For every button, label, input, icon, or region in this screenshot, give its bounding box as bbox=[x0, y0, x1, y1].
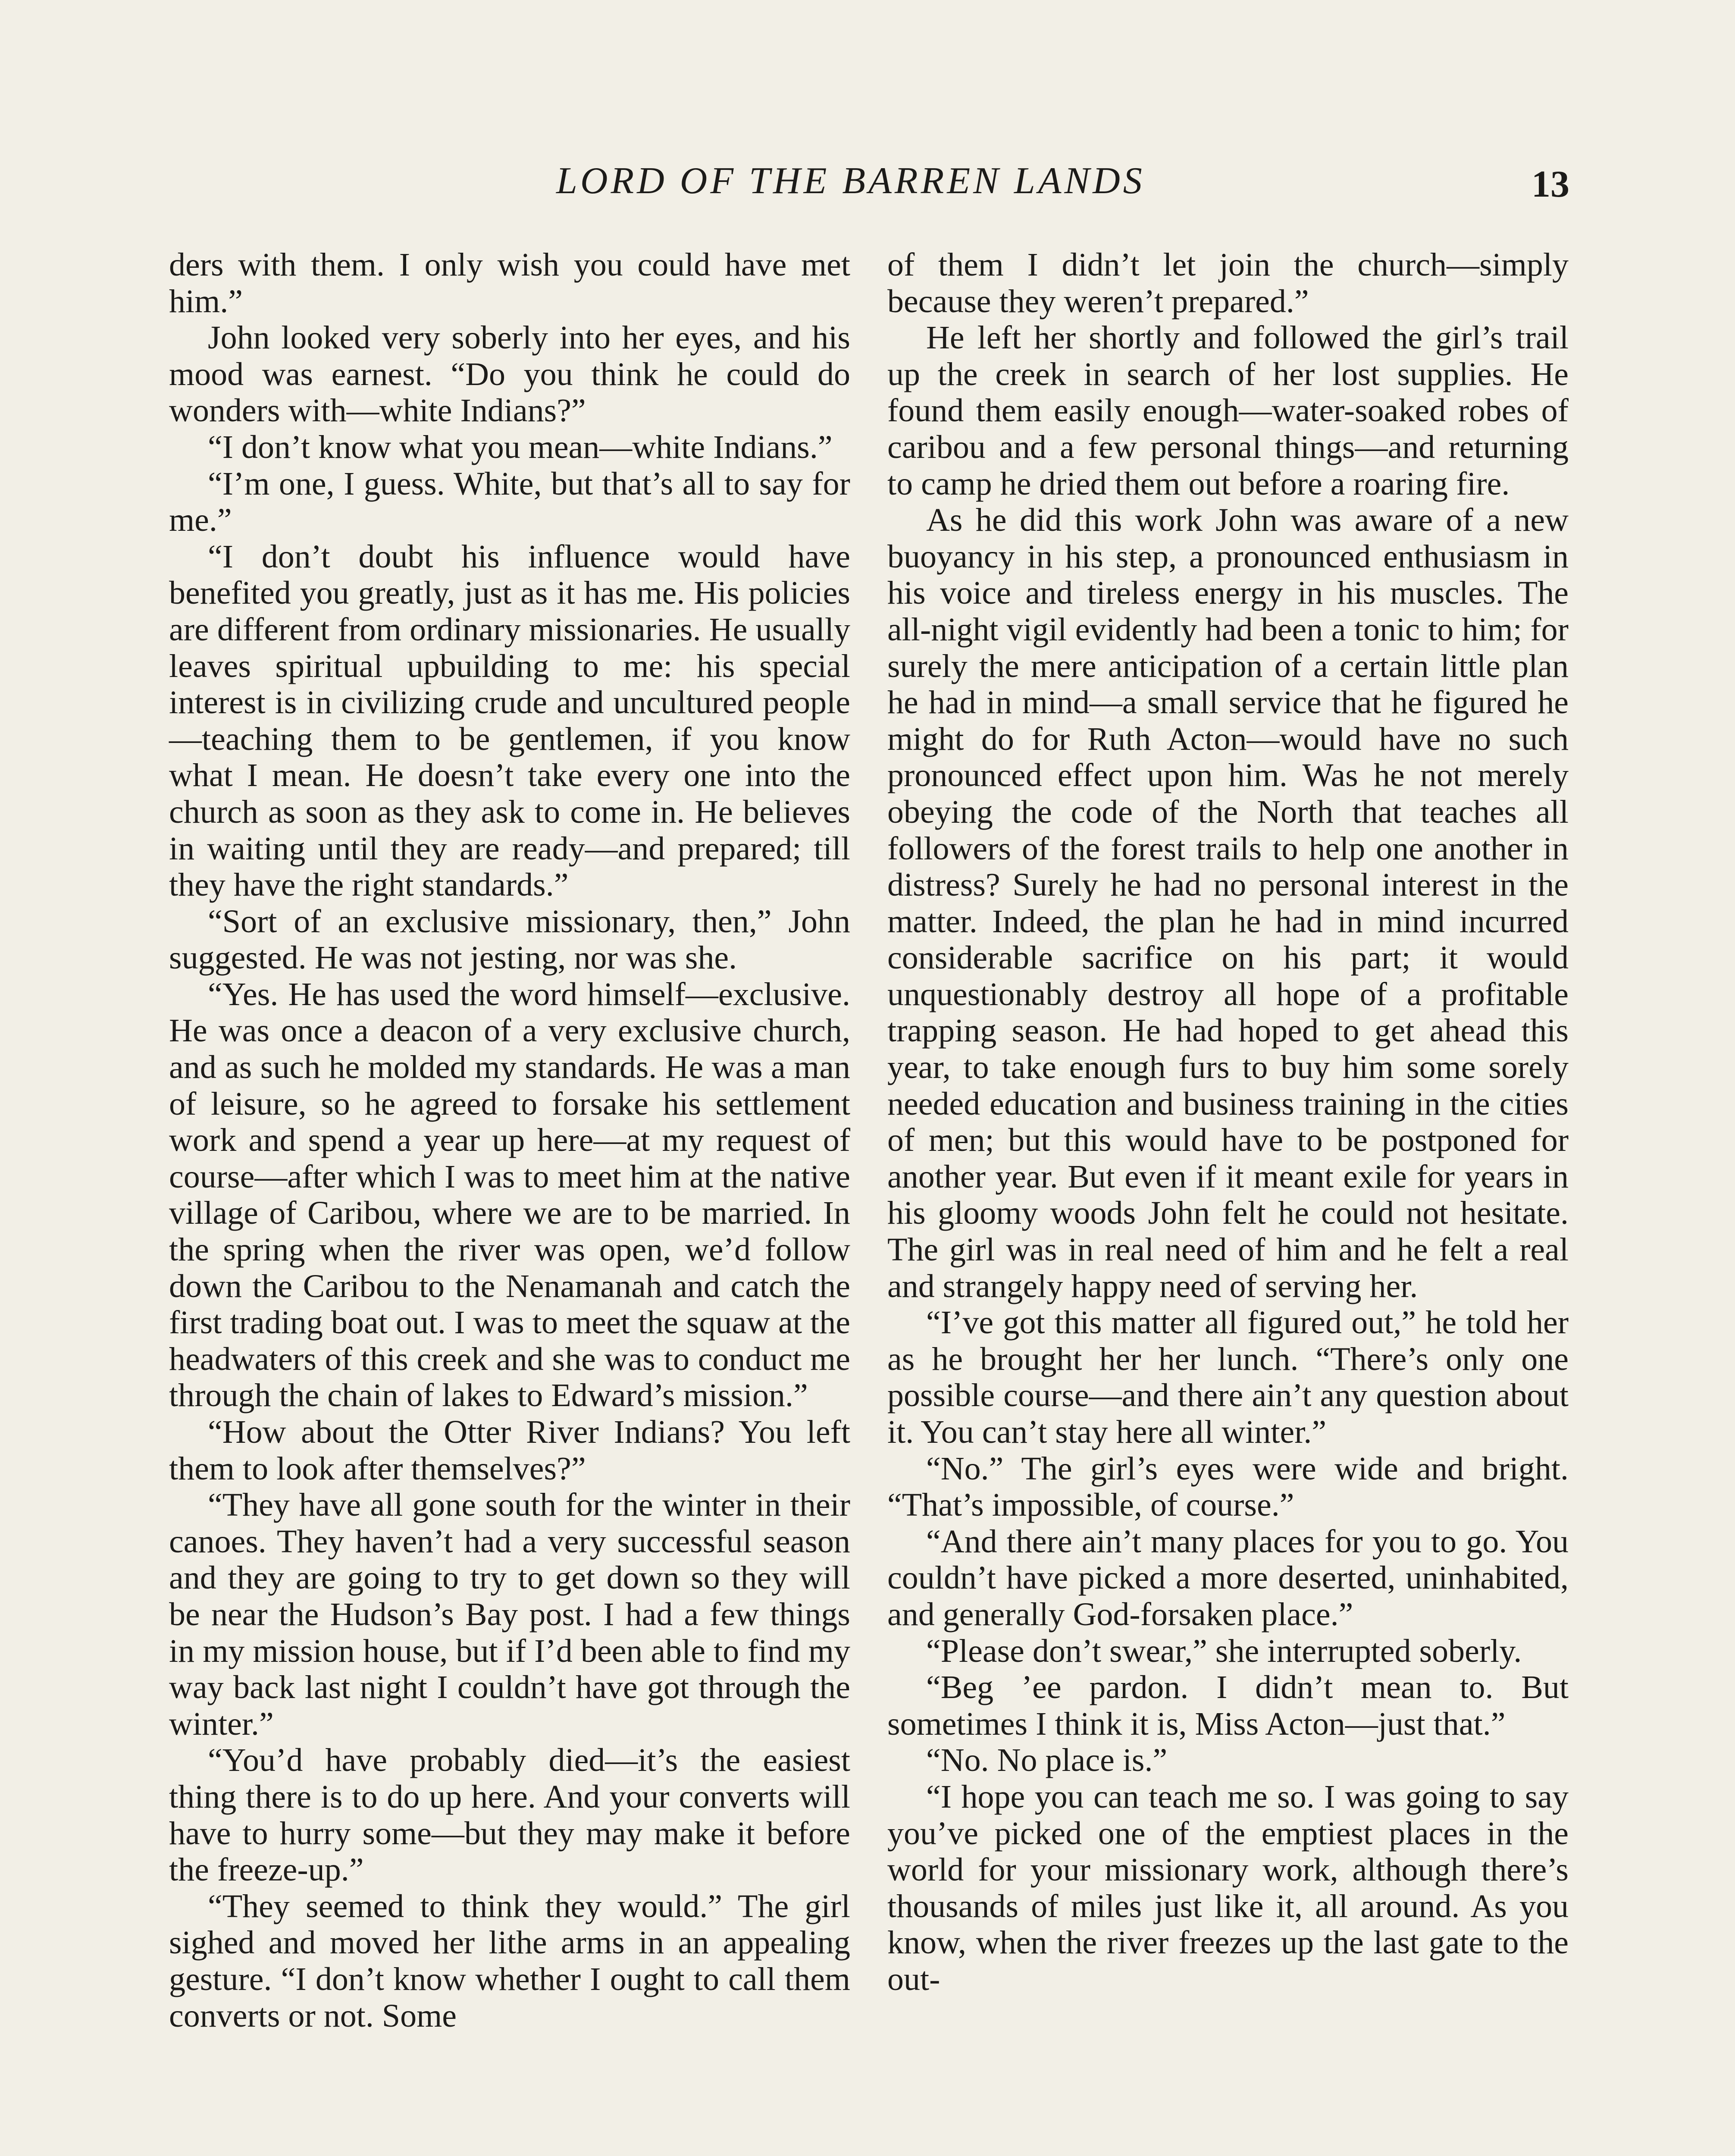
page-header bbox=[0, 0, 1735, 224]
text-column-right bbox=[887, 247, 1569, 1998]
paragraph: “No. No place is.” bbox=[926, 1742, 1168, 1779]
paragraph: He left her shortly and followed the girl’s trail up the creek in search of her lost supplies. He found them easily enough—water-soaked robes of caribou and a few personal things—and returning to camp he dried them out before a roaring fire. bbox=[887, 320, 1569, 502]
paragraph: “How about the Otter River Indians? You left them to look after themselves?” bbox=[169, 1414, 850, 1487]
paragraph: “I don’t know what you mean—white Indians.” bbox=[208, 429, 833, 465]
paragraph: “And there ain’t many places for you to go. You couldn’t have picked a more deserted, uninhabited, and generally God-forsaken place.” bbox=[887, 1523, 1569, 1633]
paragraph: “Beg ’ee pardon. I didn’t mean to. But sometimes I think it is, Miss Acton—just that.” bbox=[887, 1669, 1569, 1742]
paragraph: “I’ve got this matter all figured out,” he told her as he brought her her lunch. “There’s only one possible course—and there ain’t any question about it. You can’t stay here all winter.” bbox=[887, 1304, 1569, 1450]
paragraph: “Please don’t swear,” she interrupted soberly. bbox=[926, 1633, 1522, 1669]
page-number: 13 bbox=[1531, 163, 1569, 205]
paragraph: “I hope you can teach me so. I was going to say you’ve picked one of the emptiest places in the world for your missionary work, although there’s thousands of miles just like it, all around. As you know, when the river freezes up the last gate to the out- bbox=[887, 1778, 1569, 1997]
paragraph: ders with them. I only wish you could have met him.” bbox=[169, 247, 850, 320]
paragraph: “I don’t doubt his influence would have benefited you greatly, just as it has me. His policies are different from ordinary missionaries. He usually leaves spiritual upbuilding to me: his special interest is in civilizing crude and uncultured people—teaching them to be gentlemen, if you know what I mean. He doesn’t take every one into the church as soon as they ask to come in. He believes in waiting until they are ready—and prepared; till they have the right standards.” bbox=[169, 538, 850, 903]
text-column-left bbox=[169, 247, 850, 2034]
paragraph: of them I didn’t let join the church—simply because they weren’t prepared.” bbox=[887, 247, 1569, 320]
paragraph: John looked very soberly into her eyes, and his mood was earnest. “Do you think he could do wonders with—white Indians?” bbox=[169, 320, 850, 429]
running-title: LORD OF THE BARREN LANDS bbox=[556, 160, 1145, 202]
paragraph: “No.” The girl’s eyes were wide and bright. “That’s impossible, of course.” bbox=[887, 1450, 1569, 1523]
paragraph: “Sort of an exclusive missionary, then,” John suggested. He was not jesting, nor was she. bbox=[169, 903, 850, 976]
paragraph: As he did this work John was aware of a new buoyancy in his step, a pronounced enthusiasm in his voice and tireless energy in his muscles. The all-night vigil evidently had been a tonic to him; for surely the mere anticipation of a certain little plan he had in mind—a small service that he figured he might do for Ruth Acton—would have no such pronounced effect upon him. Was he not merely obeying the code of the North that teaches all followers of the forest trails to help one another in distress? Surely he had no personal interest in the matter. Indeed, the plan he had in mind incurred considerable sacrifice on his part; it would unquestionably destroy all hope of a profitable trapping season. He had hoped to get ahead this year, to take enough furs to buy him some sorely needed education and business training in the cities of men; but this would have to be postponed for another year. But even if it meant exile for years in his gloomy woods John felt he could not hesitate. The girl was in real need of him and he felt a real and strangely happy need of serving her. bbox=[887, 502, 1569, 1304]
paragraph: “They seemed to think they would.” The girl sighed and moved her lithe arms in an appealing gesture. “I don’t know whether I ought to call them converts or not. Some bbox=[169, 1888, 850, 2034]
paragraph: “They have all gone south for the winter in their canoes. They haven’t had a very successful season and they are going to try to get down so they will be near the Hudson’s Bay post. I had a few things in my mission house, but if I’d been able to find my way back last night I couldn’t have got through the winter.” bbox=[169, 1487, 850, 1742]
paragraph: “I’m one, I guess. White, but that’s all to say for me.” bbox=[169, 465, 850, 539]
paragraph: “You’d have probably died—it’s the easiest thing there is to do up here. And your converts will have to hurry some—but they may make it before the freeze-up.” bbox=[169, 1742, 850, 1888]
paragraph: “Yes. He has used the word himself—exclusive. He was once a deacon of a very exclusive church, and as such he molded my standards. He was a man of leisure, so he agreed to forsake his settlement work and spend a year up here—at my request of course—after which I was to meet him at the native village of Caribou, where we are to be married. In the spring when the river was open, we’d follow down the Caribou to the Nenamanah and catch the first trading boat out. I was to meet the squaw at the headwaters of this creek and she was to conduct me through the chain of lakes to Edward’s mission.” bbox=[169, 976, 850, 1414]
